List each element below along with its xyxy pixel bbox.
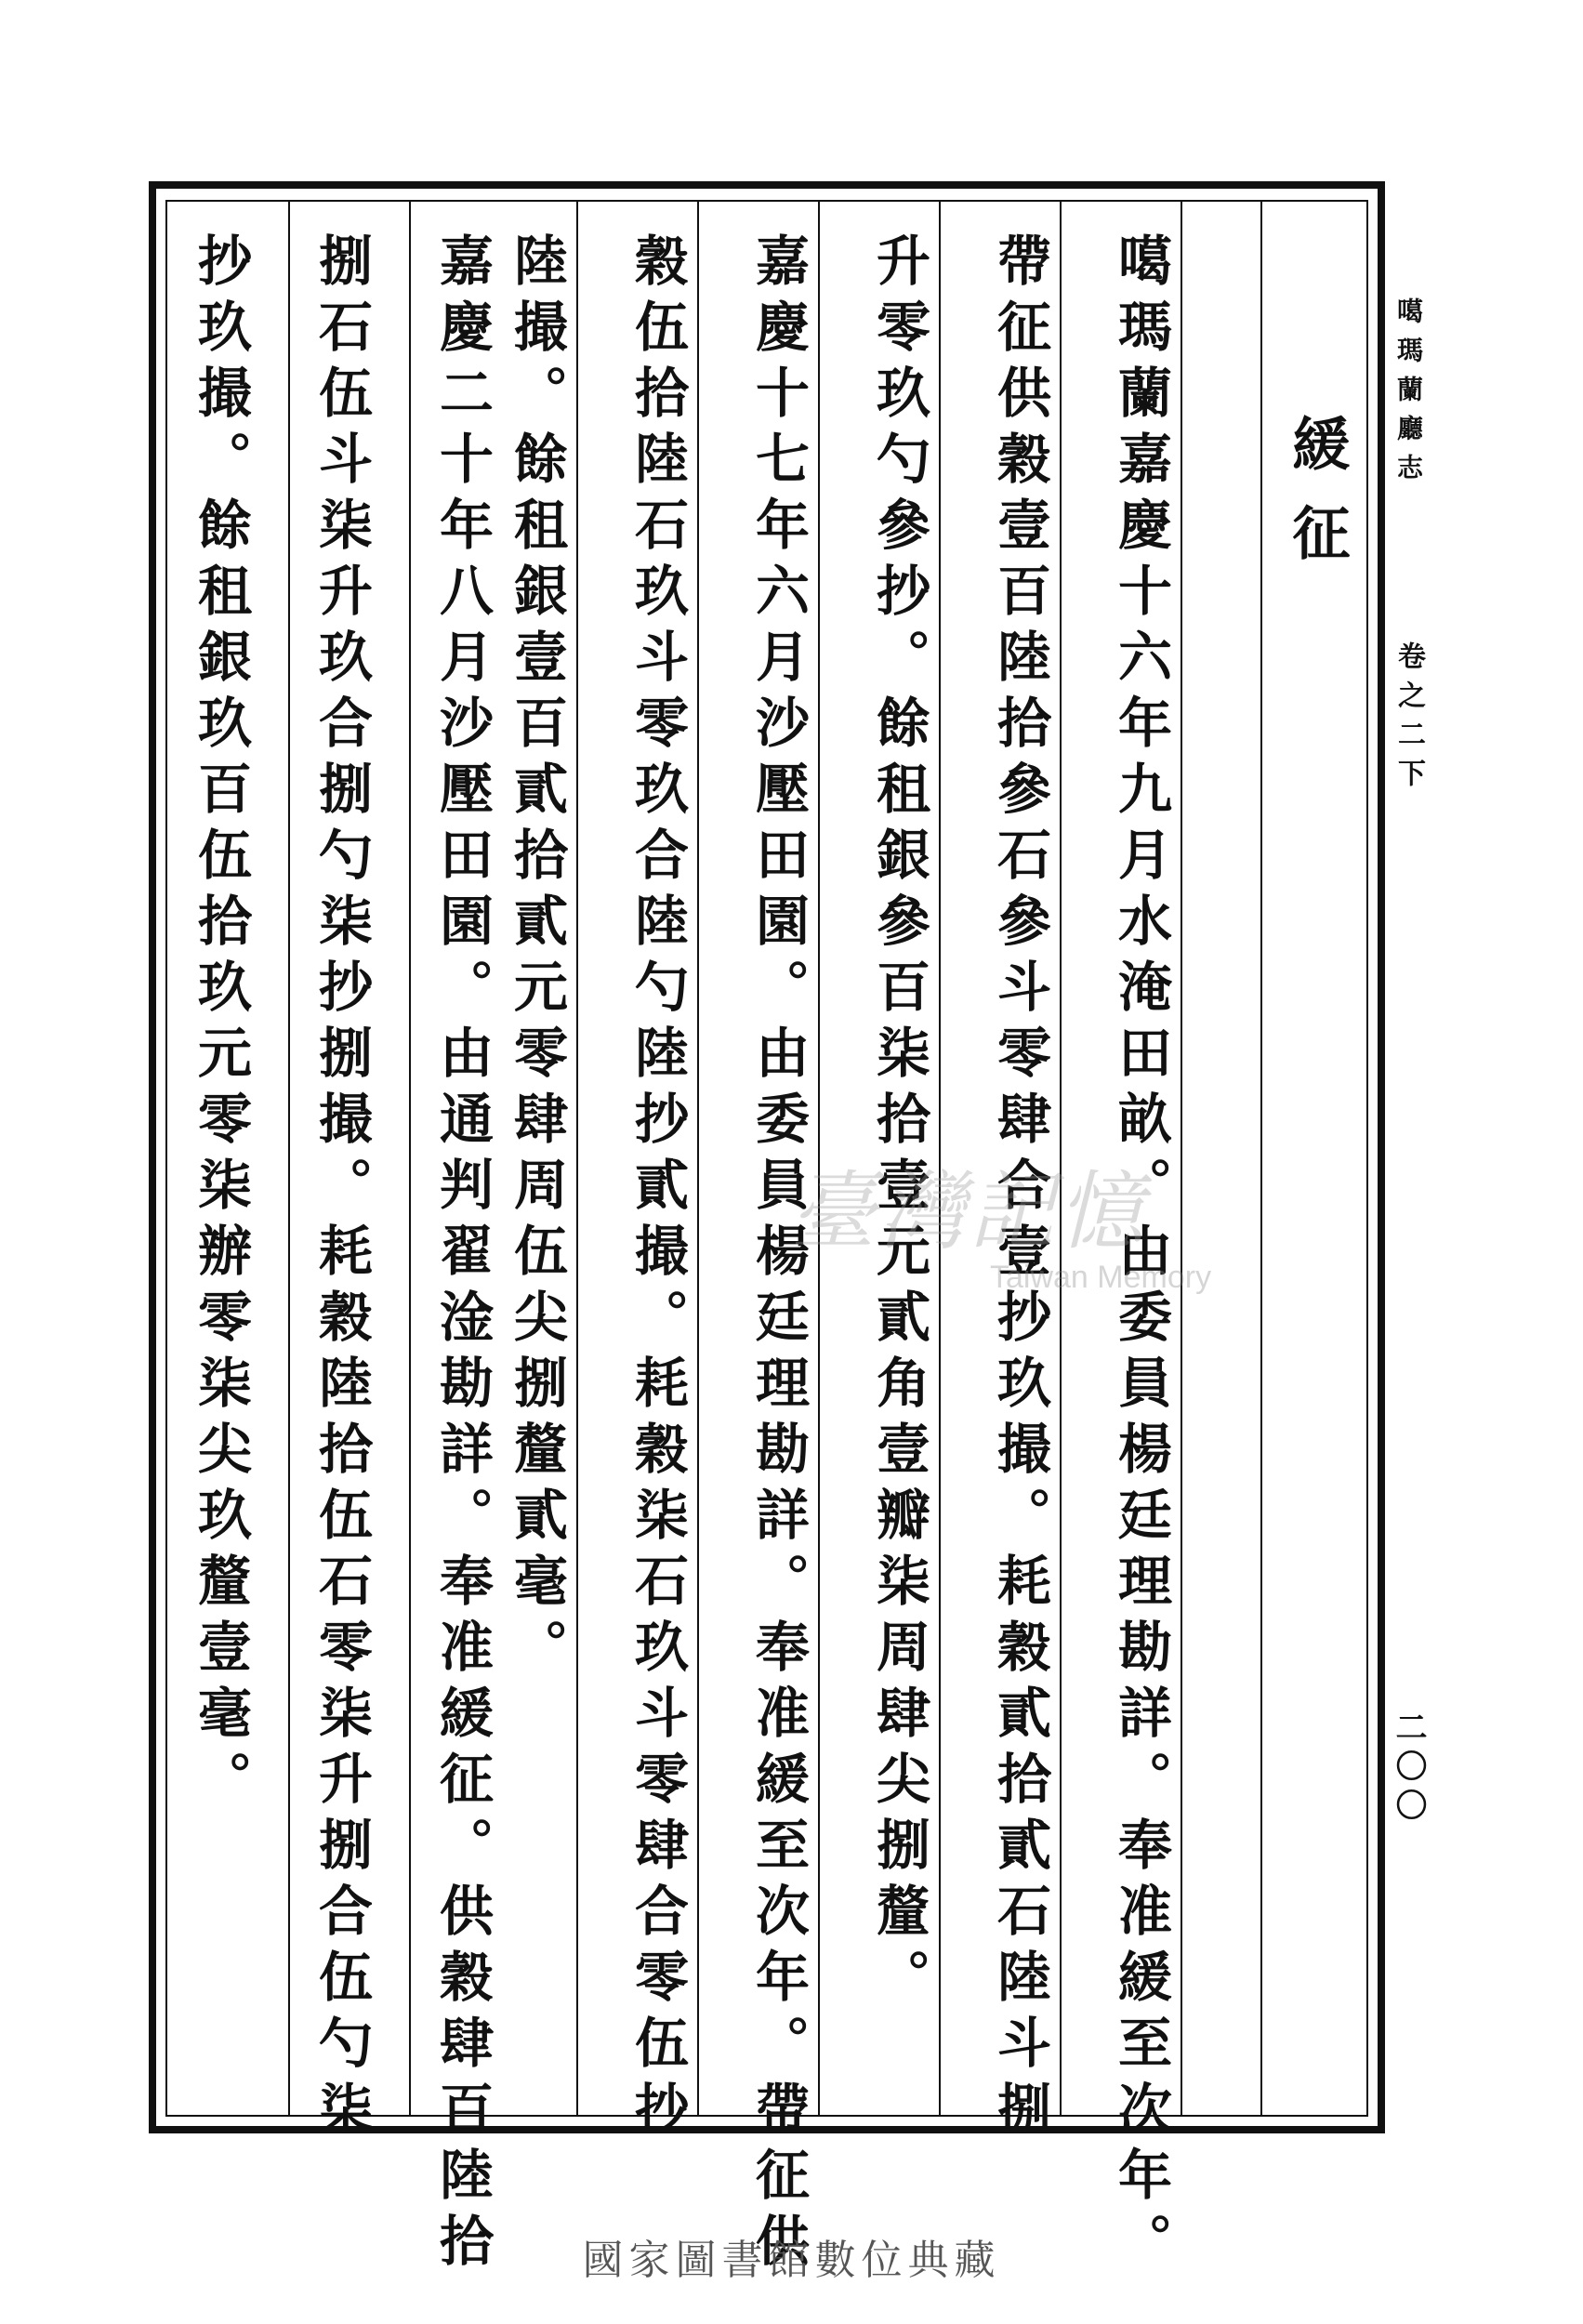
column-divider	[1060, 200, 1062, 2117]
text-column: 穀伍拾陸石玖斗零玖合陸勺陸抄貳撮。耗穀柒石玖斗零肆合零伍抄	[626, 232, 689, 2146]
text-column: 捌石伍斗柒升玖合捌勺柒抄捌撮。耗穀陸拾伍石零柒升捌合伍勺柒	[310, 232, 373, 2146]
column-divider	[818, 200, 820, 2117]
text-column: 帶征供穀壹百陸拾參石參斗零肆合壹抄玖撮。耗穀貳拾貳石陸斗捌	[988, 232, 1051, 2146]
text-column: 抄玖撮。餘租銀玖百伍拾玖元零柒辦零柒尖玖釐壹毫。	[189, 232, 252, 1816]
watermark-chinese: 臺灣記憶	[790, 1162, 1148, 1261]
column-divider	[1260, 200, 1262, 2117]
volume-label: 卷之二下	[1392, 641, 1425, 798]
book-title: 噶瑪蘭廳志	[1393, 297, 1424, 493]
text-column: 嘉慶二十年八月沙壓田園。由通判翟淦勘詳。奉准緩征。供穀肆百陸拾	[430, 232, 494, 2278]
column-divider	[409, 200, 411, 2117]
column-divider	[697, 200, 699, 2117]
column-divider	[288, 200, 290, 2117]
column-divider	[939, 200, 941, 2117]
text-column: 升零玖勺參抄。餘租銀參百柒拾壹元貳角壹瓣柒周肆尖捌釐。	[867, 232, 930, 2014]
text-column: 噶瑪蘭嘉慶十六年九月水淹田畝。由委員楊廷理勘詳。奉准緩至次年。	[1109, 232, 1172, 2278]
page-number: 二〇〇	[1390, 1710, 1427, 1828]
watermark-english: Taiwan Memory	[990, 1260, 1212, 1295]
footer-attribution: 國家圖書館數位典藏	[582, 2237, 1001, 2284]
column-divider	[1181, 200, 1182, 2117]
text-column: 嘉慶十七年六月沙壓田園。由委員楊廷理勘詳。奉准緩至次年。帶征供	[746, 232, 810, 2278]
column-divider	[576, 200, 578, 2117]
section-heading: 緩征	[1283, 414, 1351, 592]
text-column: 陸撮。餘租銀壹百貳拾貳元零肆周伍尖捌釐貳毫。	[505, 232, 568, 1684]
